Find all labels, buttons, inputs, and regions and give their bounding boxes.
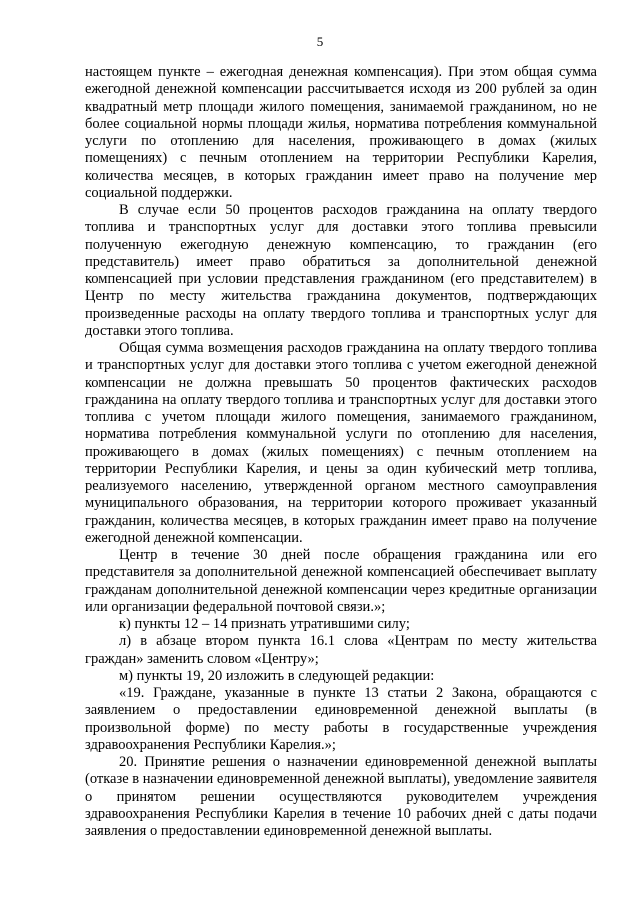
- paragraph: 20. Принятие решения о назначении единовременной денежной выплаты (отказе в назначении единовременной денежной выплаты), уведомление заявителя о принятом решении осуществляются руководителем учреждения здравоохранения Республики Карелия в течение 10 рабочих дней с даты подачи заявления о предоставлении единовременной денежной выплаты.: [85, 754, 597, 839]
- paragraph: В случае если 50 процентов расходов гражданина на оплату твердого топлива и транспортных услуг для доставки этого топлива превысили полученную ежегодную денежную компенсацию, то гражданин (его представитель) имеет право обратиться за дополнительной денежной компенсацией при условии представления гражданином (его представителем) в Центр по месту жительства гражданина документов, подтверждающих произведенные расходы на оплату твердого топлива и транспортных услуг для доставки этого топлива.: [85, 202, 597, 339]
- paragraph: «19. Граждане, указанные в пункте 13 статьи 2 Закона, обращаются с заявлением о предоставлении единовременной денежной выплаты (в произвольной форме) по месту работы в государственные учреждения здравоохранения Республики Карелия.»;: [85, 685, 597, 753]
- paragraph: настоящем пункте – ежегодная денежная компенсация). При этом общая сумма ежегодной денежной компенсации рассчитывается исходя из 200 рублей за один квадратный метр площади жилого помещения, занимаемой гражданином, но не более социальной нормы площади жилья, норматива потребления коммунальной услуги по отоплению для населения, проживающего в домах (жилых помещениях) с печным отоплением на территории Республики Карелия, количества месяцев, в которых гражданин имеет право на получение мер социальной поддержки.: [85, 64, 597, 201]
- paragraph: Общая сумма возмещения расходов гражданина на оплату твердого топлива и транспортных услуг для доставки этого топлива с учетом ежегодной денежной компенсации не должна превышать 50 процентов фактических расходов гражданина на оплату твердого топлива и транспортных услуг для доставки этого топлива с учетом площади жилого помещения, занимаемого гражданином, норматива потребления коммунальной услуги по отоплению для населения, проживающего в домах (жилых помещениях) с печным отоплением на территории Республики Карелия, и цены за один кубический метр топлива, реализуемого населению, утвержденной органом местного самоуправления муниципального образования, на территории которого проживает указанный гражданин, количества месяцев, в которых гражданин имеет право на получение ежегодной денежной компенсации.: [85, 340, 597, 546]
- list-item-l: л) в абзаце втором пункта 16.1 слова «Центрам по месту жительства граждан» заменить словом «Центру»;: [85, 633, 597, 667]
- document-body: [85, 64, 597, 840]
- paragraph: Центр в течение 30 дней после обращения гражданина или его представителя за дополнительной денежной компенсацией обеспечивает выплату гражданам дополнительной денежной компенсации через кредитные организации или организации федеральной почтовой связи.»;: [85, 547, 597, 615]
- page-number: 5: [316, 34, 324, 49]
- list-item-m: м) пункты 19, 20 изложить в следующей редакции:: [119, 667, 435, 684]
- list-item-k: к) пункты 12 – 14 признать утратившими силу;: [119, 616, 410, 632]
